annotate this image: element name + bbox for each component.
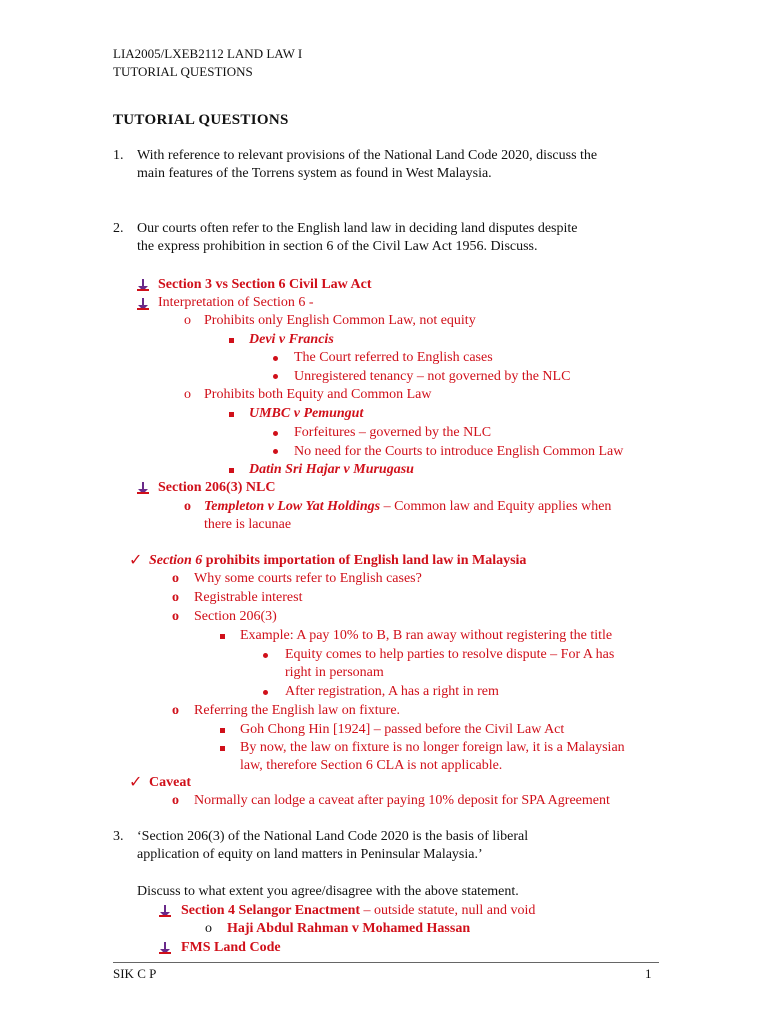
q3-line2: application of equity on land matters in Peninsular Malaysia.’ bbox=[137, 847, 483, 862]
circle-bullet-icon: o bbox=[184, 499, 191, 514]
umbc-point-1: Forfeitures – governed by the NLC bbox=[294, 425, 492, 440]
square-bullet-icon bbox=[229, 468, 234, 473]
fms-land-code: FMS Land Code bbox=[181, 940, 281, 955]
q1-number: 1. bbox=[113, 148, 124, 163]
q3-line1: ‘Section 206(3) of the National Land Code 2020 is the basis of liberal bbox=[137, 829, 529, 844]
dot-bullet-icon bbox=[263, 653, 268, 658]
templeton-line1: Templeton v Low Yat Holdings – Common law and Equity applies when bbox=[204, 499, 612, 514]
goh-chong-hin: Goh Chong Hin [1924] – passed before the Civil Law Act bbox=[240, 722, 565, 737]
devi-point-2: Unregistered tenancy – not governed by the NLC bbox=[294, 369, 571, 384]
arrow-bullet-icon bbox=[136, 481, 150, 495]
circle-bullet-icon: o bbox=[184, 313, 191, 328]
interpretation-section6: Interpretation of Section 6 - bbox=[158, 295, 314, 310]
circle-bullet-icon: o bbox=[172, 609, 179, 624]
square-bullet-icon bbox=[220, 746, 225, 751]
header-subtitle: TUTORIAL QUESTIONS bbox=[113, 64, 253, 79]
case-haji-abdul-rahman: Haji Abdul Rahman v Mohamed Hassan bbox=[227, 921, 471, 936]
prohibits-both: Prohibits both Equity and Common Law bbox=[204, 387, 432, 402]
registrable-interest: Registrable interest bbox=[194, 590, 303, 605]
referring-fixture: Referring the English law on fixture. bbox=[194, 703, 401, 718]
arrow-bullet-icon bbox=[158, 904, 172, 918]
page-title: TUTORIAL QUESTIONS bbox=[113, 112, 289, 128]
circle-bullet-icon: o bbox=[172, 590, 179, 605]
umbc-point-2: No need for the Courts to introduce English Common Law bbox=[294, 444, 624, 459]
circle-bullet-icon: o bbox=[205, 921, 212, 936]
example-line: Example: A pay 10% to B, B ran away without registering the title bbox=[240, 628, 613, 643]
circle-bullet-icon: o bbox=[184, 387, 191, 402]
circle-bullet-icon: o bbox=[172, 793, 179, 808]
circle-bullet-icon: o bbox=[172, 703, 179, 718]
q1-line1: With reference to relevant provisions of the National Land Code 2020, discuss the bbox=[137, 148, 598, 163]
section4-selangor: Section 4 Selangor Enactment – outside statute, null and void bbox=[181, 903, 536, 918]
page-number: 1 bbox=[645, 966, 652, 981]
q2-number: 2. bbox=[113, 221, 124, 236]
q2-line1: Our courts often refer to the English land law in deciding land disputes despite bbox=[137, 221, 578, 236]
square-bullet-icon bbox=[220, 728, 225, 733]
check-section6: Section 6 prohibits importation of English land law in Malaysia bbox=[149, 553, 527, 568]
footer-author: SIK C P bbox=[113, 966, 157, 981]
dot-bullet-icon bbox=[273, 449, 278, 454]
footer-divider bbox=[113, 962, 659, 963]
case-umbc-v-pemungut: UMBC v Pemungut bbox=[249, 406, 364, 421]
prohibits-common-law: Prohibits only English Common Law, not equity bbox=[204, 313, 476, 328]
checkmark-icon: ✓ bbox=[129, 550, 143, 569]
devi-point-1: The Court referred to English cases bbox=[294, 350, 493, 365]
case-templeton: Templeton v Low Yat Holdings bbox=[204, 499, 381, 514]
arrow-bullet-icon bbox=[158, 941, 172, 955]
q3-discuss: Discuss to what extent you agree/disagree with the above statement. bbox=[137, 884, 519, 899]
after-registration: After registration, A has a right in rem bbox=[285, 684, 499, 699]
by-now-line1: By now, the law on fixture is no longer foreign law, it is a Malaysian bbox=[240, 740, 625, 755]
section-206-3: Section 206(3) bbox=[194, 609, 277, 624]
course-header: LIA2005/LXEB2112 LAND LAW I bbox=[113, 46, 303, 61]
by-now-line2: law, therefore Section 6 CLA is not applicable. bbox=[240, 758, 503, 773]
arrow-bullet-icon bbox=[136, 297, 150, 311]
case-devi-v-francis: Devi v Francis bbox=[249, 332, 334, 347]
section-206-3-nlc: Section 206(3) NLC bbox=[158, 480, 276, 495]
dot-bullet-icon bbox=[263, 690, 268, 695]
dot-bullet-icon bbox=[273, 356, 278, 361]
square-bullet-icon bbox=[229, 338, 234, 343]
arrow-bullet-icon bbox=[136, 278, 150, 292]
square-bullet-icon bbox=[229, 412, 234, 417]
q2-line2: the express prohibition in section 6 of the Civil Law Act 1956. Discuss. bbox=[137, 239, 538, 254]
caveat-heading: Caveat bbox=[149, 775, 191, 790]
why-english-cases: Why some courts refer to English cases? bbox=[194, 571, 422, 586]
dot-bullet-icon bbox=[273, 374, 278, 379]
caveat-text: Normally can lodge a caveat after paying 10% deposit for SPA Agreement bbox=[194, 793, 610, 808]
section3-vs-section6: Section 3 vs Section 6 Civil Law Act bbox=[158, 277, 372, 292]
q3-number: 3. bbox=[113, 829, 124, 844]
square-bullet-icon bbox=[220, 634, 225, 639]
dot-bullet-icon bbox=[273, 431, 278, 436]
checkmark-icon: ✓ bbox=[129, 772, 143, 791]
templeton-line2: there is lacunae bbox=[204, 517, 292, 532]
case-datin-sri-hajar: Datin Sri Hajar v Murugasu bbox=[249, 462, 414, 477]
circle-bullet-icon: o bbox=[172, 571, 179, 586]
equity-line1: Equity comes to help parties to resolve dispute – For A has bbox=[285, 647, 615, 662]
q1-line2: main features of the Torrens system as found in West Malaysia. bbox=[137, 166, 492, 181]
equity-line2: right in personam bbox=[285, 665, 384, 680]
